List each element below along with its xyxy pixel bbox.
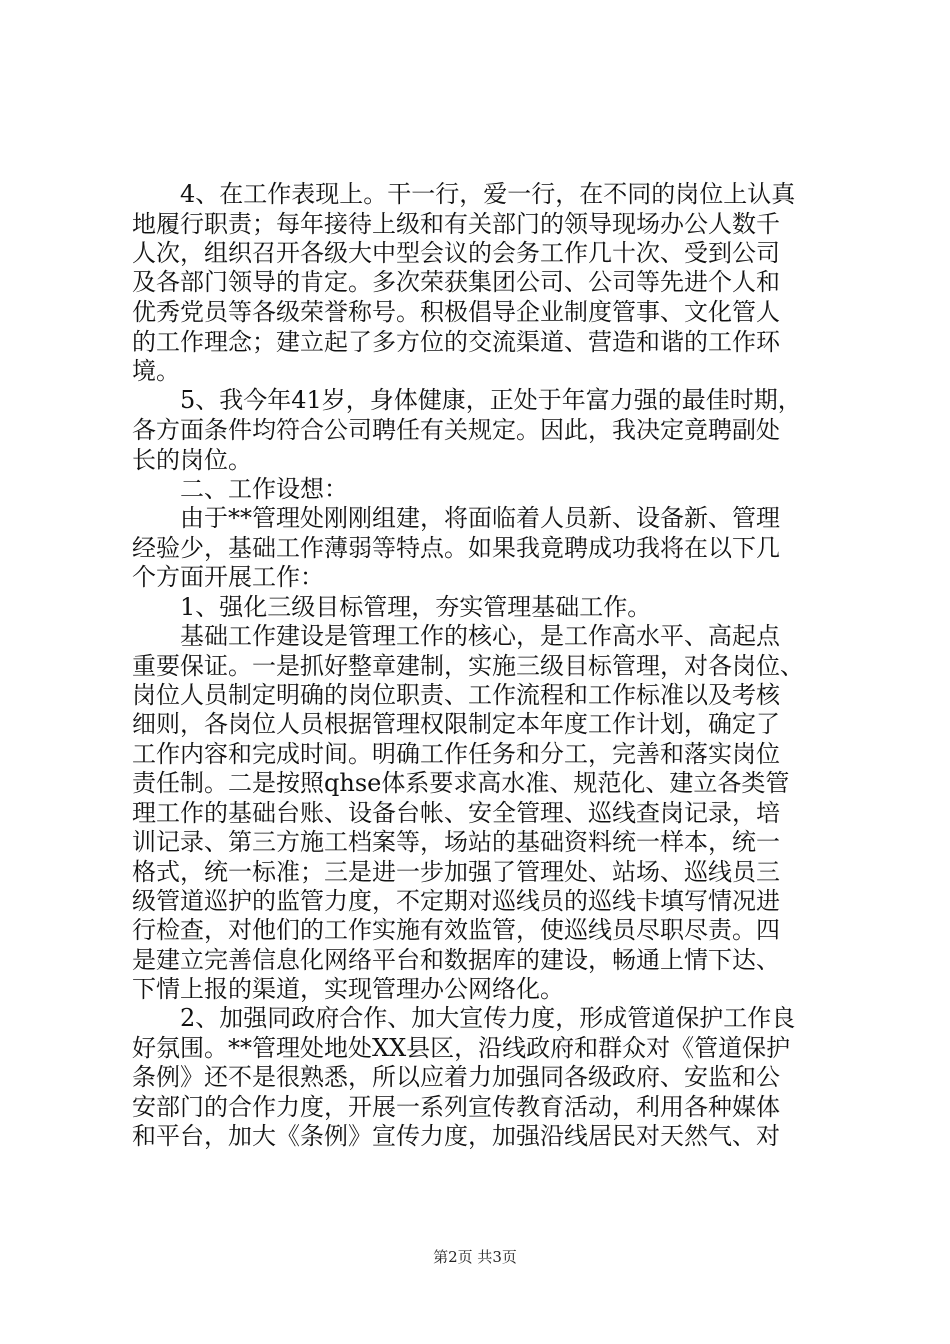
body-text-line: 个方面开展工作： [132, 563, 324, 591]
body-text-line: 级管道巡护的监管力度，不定期对巡线员的巡线卡填写情况进 [132, 887, 780, 915]
body-text-line: 地履行职责；每年接待上级和有关部门的领导现场办公人数千 [132, 210, 780, 238]
body-text-line: 5、我今年41岁，身体健康，正处于年富力强的最佳时期， [132, 386, 802, 414]
body-text-line: 条例》还不是很熟悉，所以应着力加强同各级政府、安监和公 [132, 1063, 780, 1091]
page-number-footer: 第2页 共3页 [433, 1248, 517, 1266]
body-text-line: 安部门的合作力度，开展一系列宣传教育活动，利用各种媒体 [132, 1093, 780, 1121]
body-text-line: 基础工作建设是管理工作的核心，是工作高水平、高起点 [132, 622, 780, 650]
body-text-line: 各方面条件均符合公司聘任有关规定。因此，我决定竟聘副处 [132, 416, 780, 444]
body-text-line: 4、在工作表现上。干一行，爱一行，在不同的岗位上认真 [132, 180, 796, 208]
section-heading: 二、工作设想： [132, 475, 348, 503]
body-text-line: 行检查，对他们的工作实施有效监管，使巡线员尽职尽责。四 [132, 916, 780, 944]
body-text-line: 好氛围。**管理处地处XX县区，沿线政府和群众对《管道保护 [132, 1034, 791, 1062]
body-text-line: 理工作的基础台账、设备台帐、安全管理、巡线查岗记录，培 [132, 799, 780, 827]
body-text-line: 境。 [132, 357, 180, 385]
body-text-line: 工作内容和完成时间。明确工作任务和分工，完善和落实岗位 [132, 740, 780, 768]
body-text-line: 责任制。二是按照qhse体系要求高水准、规范化、建立各类管 [132, 769, 790, 797]
body-text-line: 的工作理念；建立起了多方位的交流渠道、营造和谐的工作环 [132, 328, 780, 356]
body-text-line: 细则，各岗位人员根据管理权限制定本年度工作计划，确定了 [132, 710, 780, 738]
body-text-line: 重要保证。一是抓好整章建制，实施三级目标管理，对各岗位、 [132, 652, 804, 680]
body-text-line: 2、加强同政府合作、加大宣传力度，形成管道保护工作良 [132, 1004, 796, 1032]
body-text-line: 是建立完善信息化网络平台和数据库的建设，畅通上情下达、 [132, 946, 780, 974]
body-text-line: 由于**管理处刚刚组建，将面临着人员新、设备新、管理 [132, 504, 780, 532]
body-text-line: 长的岗位。 [132, 446, 252, 474]
body-text-line: 格式，统一标准；三是进一步加强了管理处、站场、巡线员三 [132, 858, 780, 886]
subsection-heading: 1、强化三级目标管理，夯实管理基础工作。 [132, 593, 652, 621]
body-text-line: 人次，组织召开各级大中型会议的会务工作几十次、受到公司 [132, 239, 780, 267]
body-text-line: 下情上报的渠道，实现管理办公网络化。 [132, 975, 564, 1003]
body-text-line: 训记录、第三方施工档案等，场站的基础资料统一样本，统一 [132, 828, 780, 856]
body-text-line: 及各部门领导的肯定。多次荣获集团公司、公司等先进个人和 [132, 268, 780, 296]
body-text-line: 岗位人员制定明确的岗位职责、工作流程和工作标准以及考核 [132, 681, 780, 709]
body-text-line: 经验少，基础工作薄弱等特点。如果我竟聘成功我将在以下几 [132, 534, 780, 562]
body-text-line: 和平台，加大《条例》宣传力度，加强沿线居民对天然气、对 [132, 1122, 780, 1150]
body-text-line: 优秀党员等各级荣誉称号。积极倡导企业制度管事、文化管人 [132, 298, 780, 326]
